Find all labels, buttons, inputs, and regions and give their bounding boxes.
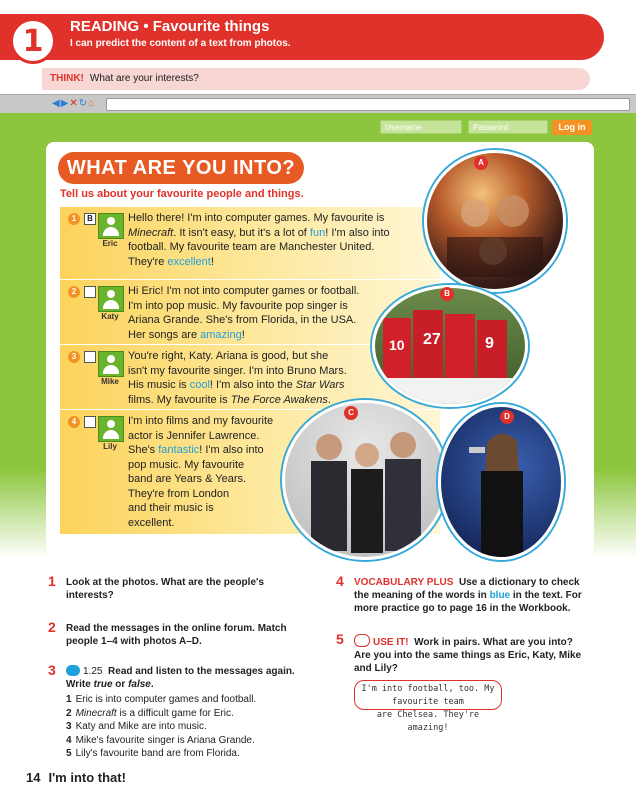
photo-c-badge: C — [344, 406, 358, 420]
browser-toolbar — [0, 94, 636, 114]
message-line — [128, 472, 273, 487]
exercise-3 — [48, 662, 295, 761]
photo-d-figure — [441, 407, 561, 557]
photo-b-badge: B — [440, 287, 454, 301]
message-line — [128, 443, 273, 458]
message-text: ! — [241, 328, 245, 341]
item-text: Eric is into computer games and football. — [75, 694, 257, 705]
photo-a-film-poster — [424, 150, 566, 292]
message-text: Hi Eric! I'm not into computer games or football. — [128, 285, 360, 297]
message-text: films. My favourite is — [128, 393, 231, 406]
message-line — [128, 414, 273, 429]
exercise-4-blue-word: blue — [489, 590, 511, 601]
message-line — [128, 378, 347, 393]
photo-c-band — [282, 400, 448, 560]
message-text: and their music is — [128, 502, 214, 514]
exercise-3-true: true — [93, 679, 113, 690]
forum-post-eric — [60, 206, 440, 280]
forum-tagline: Tell us about your favourite people and things. — [60, 188, 304, 200]
message-text: ! I'm also into the — [209, 379, 296, 391]
italic-title: The Force Awakens — [230, 393, 328, 406]
forum-title: WHAT ARE YOU INTO? — [58, 152, 304, 184]
message-line — [128, 284, 359, 299]
message-line — [128, 429, 273, 444]
speech-bubble-icon — [354, 634, 370, 647]
audio-icon[interactable] — [66, 665, 80, 676]
message-text: You're right, Katy. Ariana is good, but she — [128, 350, 329, 362]
back-icon[interactable]: ◀ — [52, 98, 61, 109]
svg-text:9: 9 — [485, 335, 494, 352]
bubble-line: I'm into football, too. My favourite team — [361, 684, 495, 707]
message-text: ! I'm also into — [199, 444, 264, 456]
message-text: band are Years & Years. — [128, 473, 247, 485]
message-text: isn't my favourite singer. I'm into Bruno Mars. — [128, 364, 347, 377]
lesson-title: READING • Favourite things — [70, 18, 270, 35]
photo-a-figures — [427, 153, 563, 289]
message-line — [128, 240, 390, 255]
exercise-4-number: 4 — [336, 573, 344, 589]
svg-text:10: 10 — [389, 337, 405, 353]
post-number: 3 — [68, 351, 80, 363]
post-message — [128, 349, 347, 407]
message-line — [128, 393, 347, 408]
message-text: They're from London — [128, 487, 230, 500]
message-text: His music is — [128, 379, 190, 391]
exercise-4 — [336, 573, 582, 615]
message-text: Ariana Grande. She's from Florida, in the USA. — [128, 314, 357, 326]
browser-nav-icons — [52, 98, 95, 109]
item-number: 1 — [66, 694, 72, 705]
username: Katy — [101, 312, 119, 321]
blue-vocab-word: fantastic — [158, 444, 200, 456]
exercise-5 — [336, 631, 582, 675]
photo-d-singer — [438, 404, 564, 560]
true-false-item — [66, 693, 295, 707]
true-false-list — [66, 693, 295, 761]
item-text: Katy and Mike are into music. — [75, 721, 207, 732]
exercise-5-line: Are you into the same things as Eric, Katy, Mike — [354, 650, 582, 661]
item-italic: Minecraft — [75, 707, 117, 719]
think-label: THINK! — [50, 73, 84, 84]
exercise-2-line: Read the messages in the online forum. Match — [66, 623, 287, 634]
photo-b-players — [375, 288, 525, 404]
italic-title: Star Wars — [295, 379, 345, 391]
username-input[interactable]: Username — [380, 120, 462, 134]
message-text: They're — [128, 255, 168, 268]
message-text: ! — [210, 255, 214, 268]
think-question: What are your interests? — [89, 73, 199, 84]
exercise-3-false: false — [128, 679, 151, 690]
username: Eric — [102, 239, 118, 248]
true-false-item — [66, 707, 295, 721]
exercise-3-line: Read and listen to the messages again. — [108, 666, 295, 677]
post-message — [128, 211, 390, 269]
message-line — [128, 255, 390, 270]
message-line — [128, 516, 273, 531]
user-avatar-icon — [98, 213, 124, 239]
item-number: 4 — [66, 734, 72, 746]
exercise-4-line: in the text. For — [510, 590, 582, 601]
bubble-line: are Chelsea. They're amazing! — [376, 710, 480, 733]
message-line — [128, 458, 273, 473]
think-bar — [42, 68, 590, 90]
match-answer-box[interactable] — [84, 351, 96, 363]
username: Lily — [103, 442, 117, 451]
message-line — [128, 487, 273, 502]
photo-c-members — [285, 403, 445, 557]
message-text: . — [327, 393, 331, 406]
blue-vocab-word: cool — [189, 379, 210, 391]
exercise-4-line: the meaning of the words in — [354, 590, 490, 601]
example-speech-bubble — [354, 680, 502, 733]
exercise-5-line: Work in pairs. What are you into? — [414, 637, 573, 648]
blue-vocab-word: amazing — [200, 328, 242, 341]
post-number: 4 — [68, 416, 80, 428]
post-number: 1 — [68, 213, 80, 225]
exercise-1 — [48, 573, 264, 602]
true-false-item — [66, 734, 295, 748]
message-text: I'm into films and my favourite — [128, 415, 274, 427]
forward-icon[interactable]: ▶ — [60, 98, 70, 109]
refresh-icon[interactable]: ↻ — [78, 98, 89, 109]
exercise-2-number: 2 — [48, 619, 56, 635]
exercise-4-line: Use a dictionary to check — [459, 577, 580, 588]
lesson-objective: I can predict the content of a text from photos. — [70, 38, 291, 49]
item-text: is a difficult game for Eric. — [116, 707, 234, 719]
message-text: pop music. My favourite — [128, 458, 245, 471]
photo-b-football-team — [372, 285, 528, 407]
message-line — [128, 211, 390, 226]
exercise-2 — [48, 619, 287, 648]
use-it-label: USE IT! — [373, 637, 409, 648]
unit-number: 1 — [22, 23, 44, 59]
message-line — [128, 501, 273, 516]
true-false-item — [66, 720, 295, 734]
item-text: Lily's favourite band are from Florida. — [75, 748, 240, 759]
message-line — [128, 328, 359, 343]
post-message — [128, 284, 359, 342]
unit-number-badge — [10, 18, 56, 64]
blue-vocab-word: fun — [309, 226, 326, 239]
address-bar[interactable] — [106, 98, 630, 111]
exercise-5-number: 5 — [336, 631, 344, 647]
user-avatar-icon — [98, 416, 124, 442]
message-line — [128, 364, 347, 379]
message-line — [128, 299, 359, 314]
exercise-2-line: people 1–4 with photos A–D. — [66, 636, 202, 647]
page-footer — [26, 770, 126, 785]
post-message — [128, 414, 273, 530]
exercise-3-write: Write — [66, 679, 94, 690]
login-button[interactable]: Log in — [552, 120, 592, 135]
stop-icon[interactable]: ✕ — [69, 98, 79, 109]
message-text: I'm into pop music. My favourite pop singer is — [128, 299, 348, 312]
password-input[interactable]: Password — [468, 120, 548, 134]
exercise-3-number: 3 — [48, 662, 56, 678]
message-line — [128, 349, 347, 364]
match-answer-box[interactable] — [84, 416, 96, 428]
italic-title: Minecraft — [128, 226, 174, 239]
true-false-item — [66, 747, 295, 761]
user-avatar-icon — [98, 286, 124, 312]
message-text: . It isn't easy, but it's a lot of — [173, 226, 310, 239]
post-number: 2 — [68, 286, 80, 298]
svg-text:27: 27 — [423, 331, 441, 348]
audio-track: 1.25 — [83, 666, 103, 677]
item-number: 2 — [66, 707, 72, 719]
exercise-1-line: interests? — [66, 590, 114, 601]
exercise-3-period: . — [150, 679, 154, 690]
page-number: 14 — [26, 770, 41, 785]
vocabulary-plus-label: VOCABULARY PLUS — [354, 577, 454, 588]
message-text: ! I'm also into — [325, 226, 390, 239]
message-text: football. My favourite team are Manchester United. — [128, 241, 375, 253]
message-text: actor is Jennifer Lawrence. — [128, 429, 260, 442]
exercise-5-line: and Lily? — [354, 663, 398, 674]
message-line — [128, 313, 359, 328]
message-text: Hello there! I'm into computer games. My favourite is — [128, 212, 385, 224]
exercise-3-or: or — [112, 679, 129, 690]
message-text: She's — [128, 444, 159, 456]
message-text: Her songs are — [128, 328, 201, 341]
item-number: 3 — [66, 721, 72, 732]
exercise-1-line: Look at the photos. What are the people's — [66, 577, 264, 588]
user-avatar-icon — [98, 351, 124, 377]
exercise-1-number: 1 — [48, 573, 56, 589]
home-icon[interactable]: ⌂ — [88, 98, 96, 109]
username: Mike — [101, 377, 119, 386]
match-answer-box[interactable] — [84, 286, 96, 298]
unit-title: I'm into that! — [48, 770, 126, 785]
match-answer-box[interactable]: B — [84, 213, 96, 225]
photo-a-badge: A — [474, 156, 488, 170]
exercise-4-line: more practice go to page 16 in the Workbook. — [354, 603, 571, 614]
message-line — [128, 226, 390, 241]
photo-d-badge: D — [500, 410, 514, 424]
message-text: excellent. — [128, 516, 175, 529]
blue-vocab-word: excellent — [167, 255, 211, 268]
item-number: 5 — [66, 748, 72, 759]
item-text: Mike's favourite singer is Ariana Grande. — [75, 734, 255, 746]
